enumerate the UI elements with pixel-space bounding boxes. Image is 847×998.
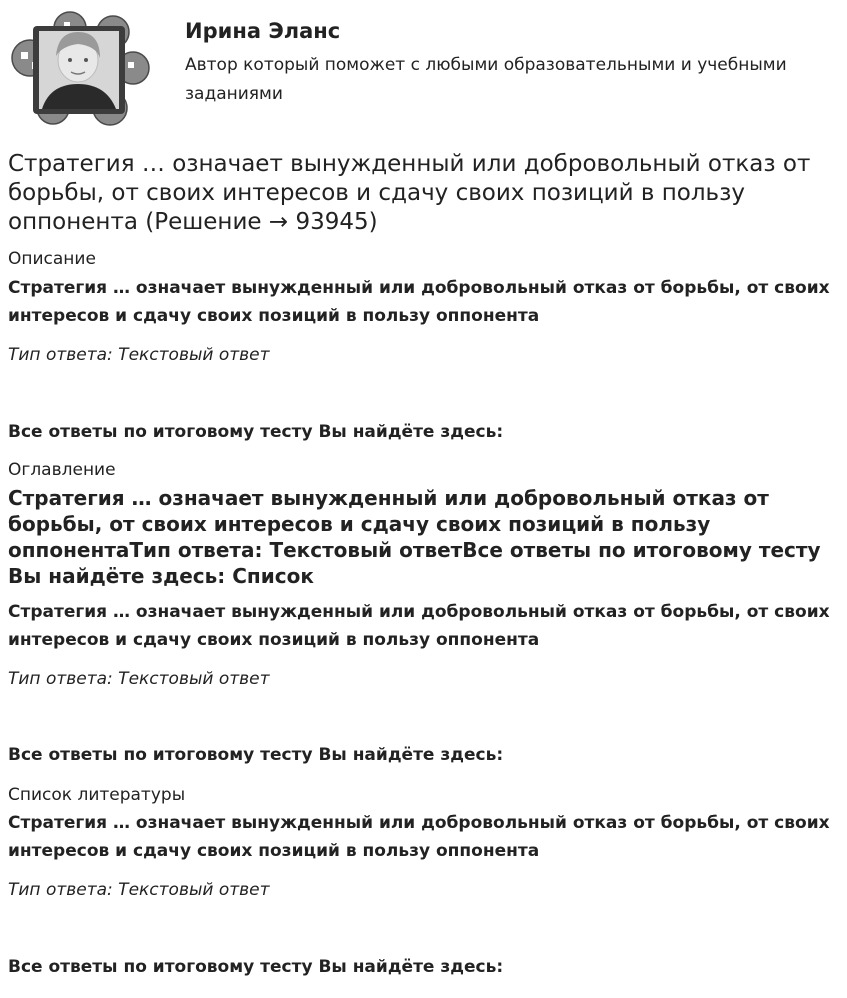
toc-answer-type: Тип ответа: Текстовый ответ [8,669,270,689]
description-answer-type: Тип ответа: Текстовый ответ [8,345,270,365]
author-name: Ирина Эланс [185,19,341,43]
author-card [8,8,838,128]
author-avatar [8,8,151,128]
section-label-toc: Оглавление [8,460,116,480]
section-label-description: Описание [8,249,96,269]
bibliography-answer-type: Тип ответа: Текстовый ответ [8,880,270,900]
bibliography-question: Стратегия … означает вынужденный или добровольный отказ от борьбы, от своих интересов и сдачу своих позиций в пользу оппонента [8,813,830,861]
toc-all-answers: Все ответы по итоговому тесту Вы найдёте здесь: [8,745,504,765]
section-label-bibliography: Список литературы [8,785,186,805]
description-question: Стратегия … означает вынужденный или добровольный отказ от борьбы, от своих интересов и сдачу своих позиций в пользу оппонента [8,278,830,326]
description-all-answers: Все ответы по итоговому тесту Вы найдёте здесь: [8,422,504,442]
page-title: Стратегия … означает вынужденный или добровольный отказ от борьбы, от своих интересов и сдачу своих позиций в пользу оппонента (Решение → 93945) [8,151,811,235]
toc-heading: Стратегия … означает вынужденный или добровольный отказ от борьбы, от своих интересов и сдачу своих позиций в пользу оппонентаТип ответа: Текстовый ответВсе ответы по итоговому тесту Вы найдёте здесь: Список [8,486,821,588]
bibliography-all-answers: Все ответы по итоговому тесту Вы найдёте здесь: [8,957,504,977]
author-description: Автор который поможет с любыми образовательными и учебными заданиями [185,55,787,104]
toc-question: Стратегия … означает вынужденный или добровольный отказ от борьбы, от своих интересов и сдачу своих позиций в пользу оппонента [8,602,830,650]
